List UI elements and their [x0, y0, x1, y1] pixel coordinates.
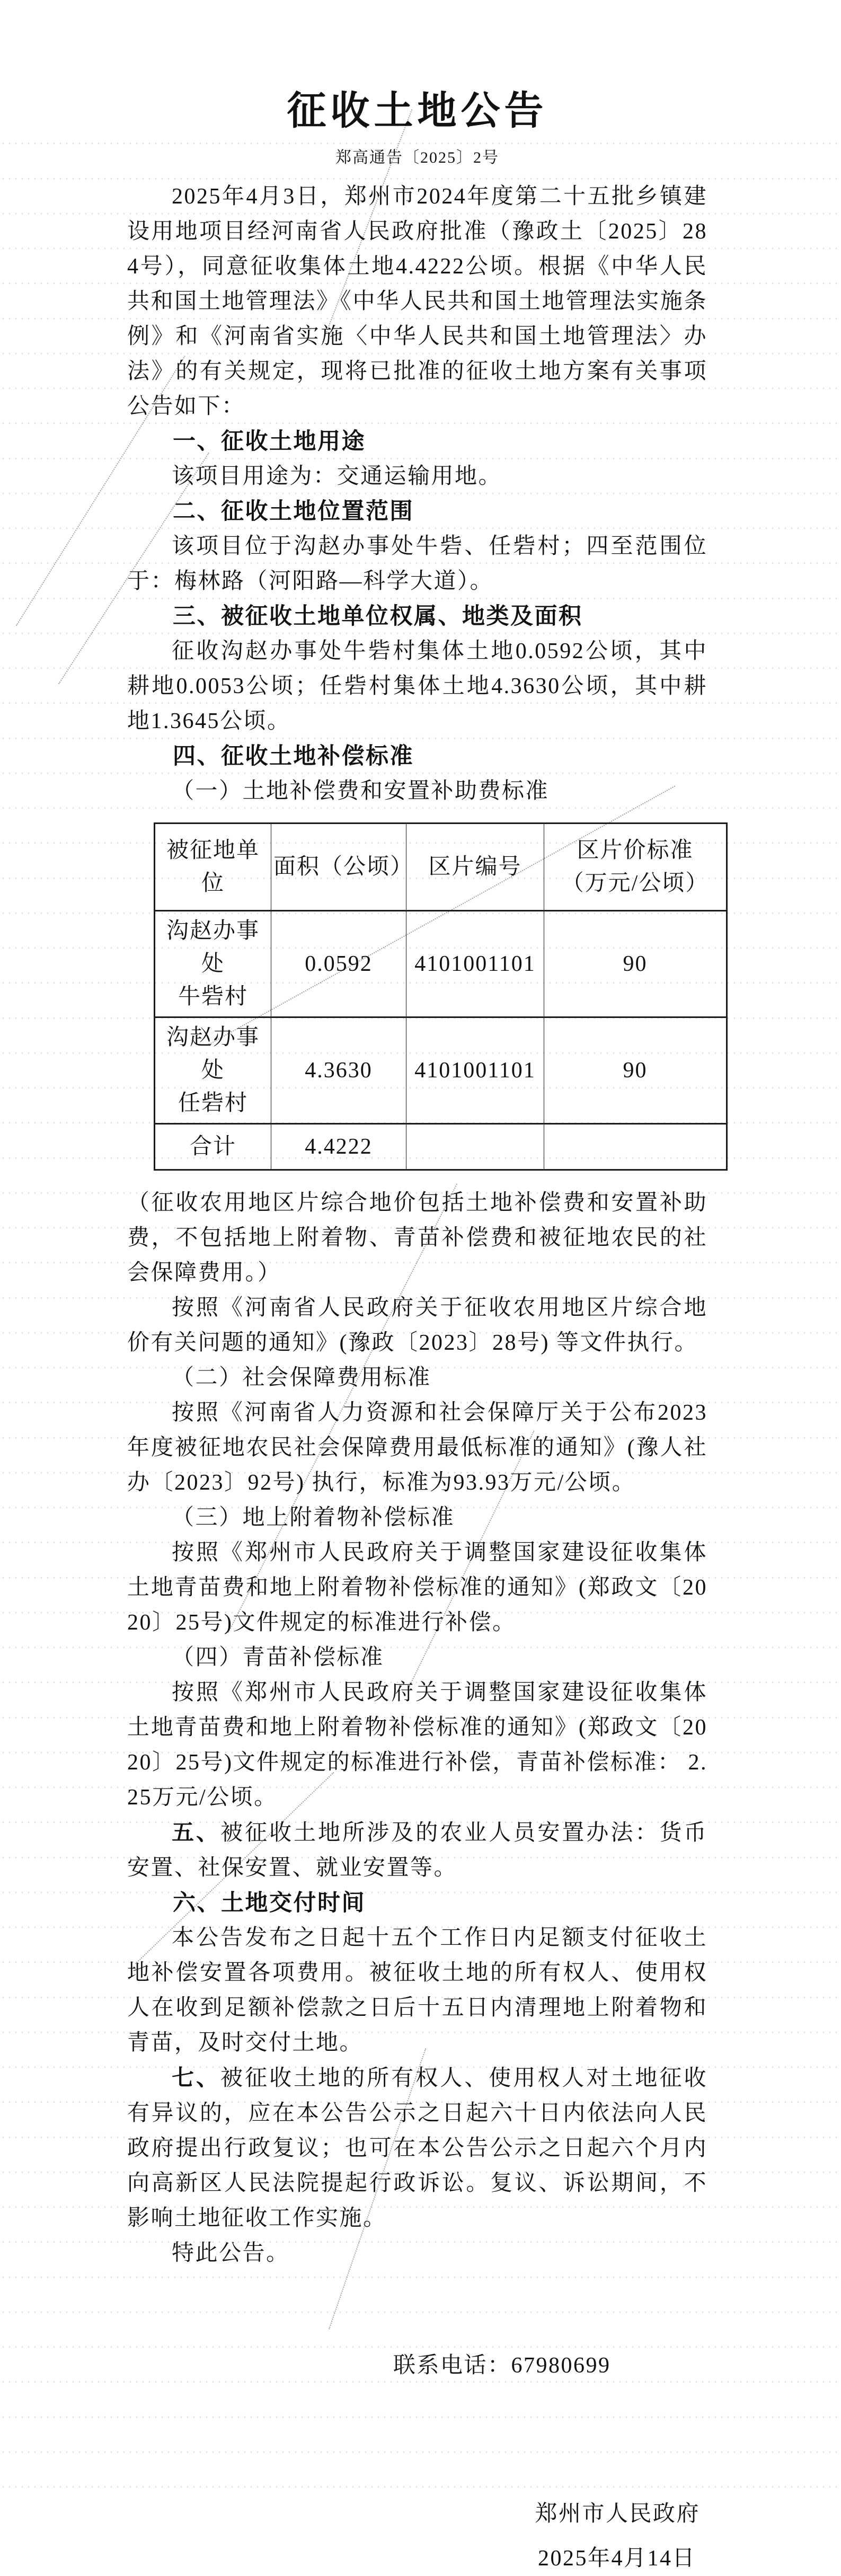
cell-line: 任砦村	[178, 1091, 248, 1116]
cell-line: 区片价标准	[577, 838, 694, 863]
table-cell	[271, 1124, 406, 1170]
table-cell	[544, 911, 727, 1017]
section-4-sub-4: （四）青苗补偿标准	[172, 1645, 384, 1670]
table-row	[155, 1017, 727, 1124]
paragraph-lead: 五、	[172, 1820, 221, 1845]
table-header-cell	[155, 824, 271, 911]
doc-number: 郑高通告〔2025〕2号	[335, 149, 499, 166]
cell-line: 0.0592	[305, 952, 373, 976]
table-cell	[271, 1017, 406, 1124]
cell-line: 4101001101	[414, 952, 536, 976]
section-4-sub-3-body: 按照《郑州市人民政府关于调整国家建设征收集体土地青苗费和地上附着物补偿标准的通知》(郑政文〔2020〕25号)文件规定的标准进行补偿。	[127, 1541, 707, 1635]
document-body	[127, 179, 707, 2576]
cell-line: 90	[623, 952, 648, 976]
table-header-cell	[271, 824, 414, 911]
cell-line: 被征地单位	[166, 838, 260, 896]
table-cell	[406, 1017, 544, 1124]
cell-line: 90	[623, 1058, 648, 1083]
page-title: 征收土地公告	[287, 90, 548, 133]
section-4-sub-3: （三）地上附着物补偿标准	[172, 1506, 455, 1530]
cell-line: 区片编号	[428, 855, 522, 879]
section-6-body: 本公告发布之日起十五个工作日内足额支付征收土地补偿安置各项费用。被征收土地的所有权人、使用权人在收到足额补偿款之日后十五日内清理地上附着物和青苗，及时交付土地。	[127, 1926, 707, 2055]
cell-line: 4.4222	[305, 1135, 373, 1159]
section-4-sub-2: （二）社会保障费用标准	[172, 1366, 431, 1390]
section-2-body: 该项目位于沟赵办事处牛砦、任砦村；四至范围位于：梅林路（河阳路—科学大道）。	[127, 534, 707, 594]
section-3-body: 征收沟赵办事处牛砦村集体土地0.0592公顷，其中耕地0.0053公顷；任砦村集体土地4.3630公顷，其中耕地1.3645公顷。	[127, 639, 707, 733]
table-header-cell	[544, 824, 727, 911]
contact-phone: 联系电话：67980699	[393, 2353, 611, 2378]
section-4-sub-4-body: 按照《郑州市人民政府关于调整国家建设征收集体土地青苗费和地上附着物补偿标准的通知》(郑政文〔2020〕25号)文件规定的标准进行补偿，青苗补偿标准： 2.25万元/公顷。	[127, 1680, 707, 1810]
cell-line: 合计	[189, 1135, 236, 1159]
issue-date: 2025年4月14日	[537, 2546, 696, 2571]
cell-line: 4101001101	[414, 1058, 536, 1083]
table-cell	[271, 911, 406, 1017]
section-7: 七、被征收土地的所有权人、使用权人对土地征收有异议的，应在本公告公示之日起六十日内依法向人民政府提出行政复议；也可在本公告公示之日起六个月内向高新区人民法院提起行政诉讼。复议、诉讼期间，不影响土地征收工作实施。	[127, 2065, 707, 2230]
table-cell	[155, 1017, 271, 1124]
section-4-sub-1-body: 按照《河南省人民政府关于征收农用地区片综合地价有关问题的通知》(豫政〔2023〕28号) 等文件执行。	[127, 1296, 707, 1355]
section-5: 五、被征收土地所涉及的农业人员安置办法：货币安置、社保安置、就业安置等。	[127, 1820, 707, 1880]
table-note: （征收农用地区片综合地价包括土地补偿费和安置补助费，不包括地上附着物、青苗补偿费和被征地农民的社会保障费用。）	[127, 1191, 707, 1285]
issuer-name: 郑州市人民政府	[535, 2502, 700, 2526]
cell-line: 4.3630	[305, 1058, 373, 1083]
closing-line: 特此公告。	[172, 2241, 290, 2265]
table-header-cell	[406, 824, 544, 911]
table-cell	[544, 1124, 727, 1170]
section-4-sub-2-body: 按照《河南省人力资源和社会保障厅关于公布2023年度被征地农民社会保障费用最低标准的通知》(豫人社办〔2023〕92号) 执行，标准为93.93万元/公顷。	[127, 1401, 707, 1495]
paragraph-lead: 七、	[172, 2065, 221, 2090]
section-3-heading: 三、被征收土地单位权属、地类及面积	[173, 604, 583, 629]
cell-line: 牛砦村	[178, 985, 248, 1009]
paragraph-intro: 2025年4月3日，郑州市2024年度第二十五批乡镇建设用地项目经河南省人民政府批准（豫政土〔2025〕284号），同意征收集体土地4.4222公顷。根据《中华人民共和国土地管理法》《中华人民共和国土地管理法实施条例》和《河南省实施〈中华人民共和国土地管理法〉办法》的有关规定，现将已批准的征收土地方案有关事项公告如下：	[127, 184, 707, 419]
compensation-table	[154, 822, 728, 1171]
cell-line: 沟赵办事处	[166, 1025, 260, 1083]
table-cell	[544, 1017, 727, 1124]
table-cell	[406, 911, 544, 1017]
section-4-sub-1: （一）土地补偿费和安置补助费标准	[172, 779, 550, 803]
table-cell	[155, 911, 271, 1017]
section-2-heading: 二、征收土地位置范围	[173, 499, 414, 524]
section-1-heading: 一、征收土地用途	[173, 429, 366, 454]
section-1-body: 该项目用途为：交通运输用地。	[172, 464, 502, 489]
table-row	[155, 911, 727, 1017]
table-row	[155, 1124, 727, 1170]
section-6-heading: 六、土地交付时间	[173, 1890, 366, 1916]
table-cell	[155, 1124, 271, 1170]
table-cell	[406, 1124, 544, 1170]
section-4-heading: 四、征收土地补偿标准	[173, 743, 414, 769]
table-header-row	[155, 824, 727, 911]
cell-line: 沟赵办事处	[166, 919, 260, 976]
cell-line: 面积（公顷）	[273, 855, 414, 879]
cell-line: （万元/公顷）	[561, 871, 709, 896]
